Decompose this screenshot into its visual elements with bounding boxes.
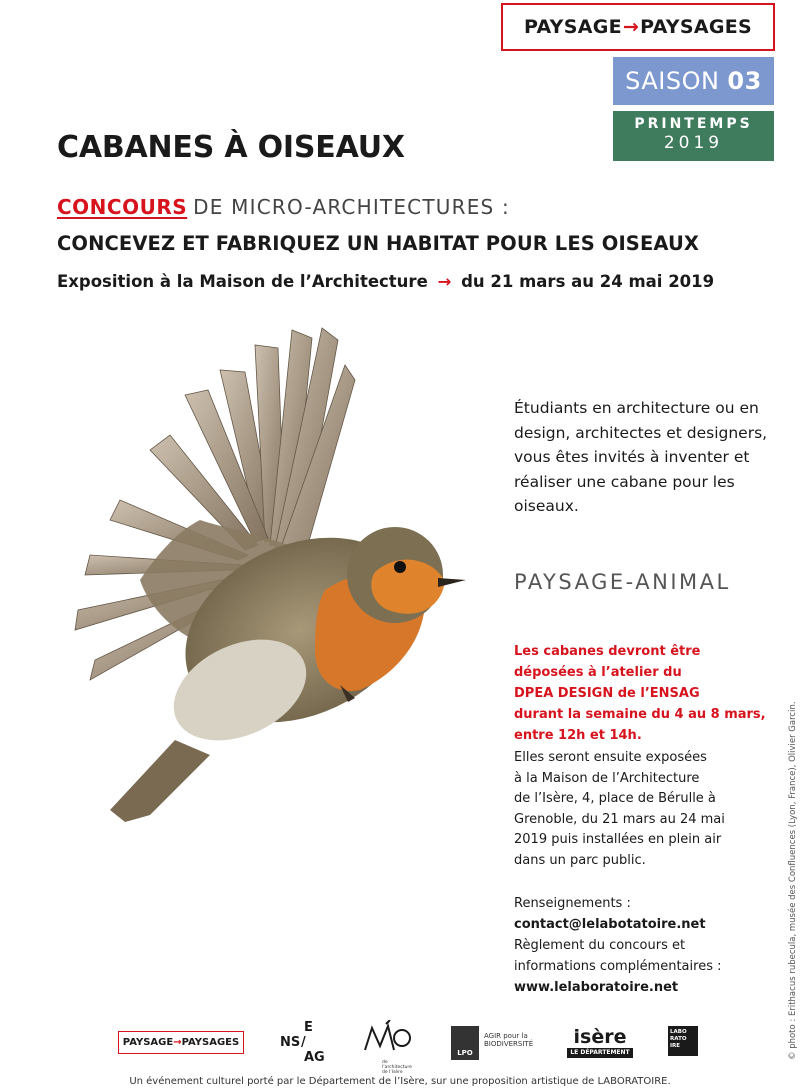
brand-logo-header bbox=[501, 3, 775, 51]
isere-sub: LE DÉPARTEMENT bbox=[567, 1048, 633, 1058]
website-link[interactable]: www.lelaboratoire.net bbox=[514, 980, 679, 995]
page-title: CABANES À OISEAUX bbox=[57, 130, 405, 165]
brand-right: PAYSAGES bbox=[640, 16, 752, 38]
deposit-line: Les cabanes devront être bbox=[514, 644, 701, 659]
exposition-place: Exposition à la Maison de l’Architecture bbox=[57, 272, 428, 291]
lpo-text: AGIR pour la BIODIVERSITÉ bbox=[484, 1032, 534, 1048]
arrow-right-icon: → bbox=[622, 16, 640, 38]
intro-text: Étudiants en architecture ou en design, architectes et designers, vous êtes invités à inventer et réaliser une cabane pour les oiseaux. bbox=[514, 399, 768, 515]
isere-word: isère bbox=[573, 1026, 627, 1048]
robin-bird-image bbox=[70, 310, 470, 830]
spring-badge bbox=[613, 111, 774, 161]
concours-line bbox=[57, 195, 510, 219]
concours-highlight: CONCOURS bbox=[57, 195, 188, 219]
deposit-info bbox=[514, 641, 774, 746]
arrow-right-icon: → bbox=[173, 1037, 182, 1048]
ensag-e: E bbox=[304, 1020, 313, 1035]
exposition-dates: du 21 mars au 24 mai 2019 bbox=[461, 272, 715, 291]
exhibit-line: 2019 puis installées en plein air bbox=[514, 832, 722, 847]
maison-architecture-logo bbox=[360, 1020, 418, 1075]
partner-logos bbox=[0, 1018, 800, 1075]
paysage-logo bbox=[118, 1031, 244, 1054]
ma-mark-icon bbox=[360, 1020, 418, 1056]
rules-line: informations complémentaires : bbox=[514, 959, 722, 974]
lpo-mark: LPO bbox=[451, 1026, 479, 1060]
exhibition-info bbox=[514, 748, 774, 871]
spring-label: PRINTEMPS bbox=[634, 116, 753, 132]
logo-brand-left: PAYSAGE bbox=[122, 1037, 174, 1048]
theme-label: PAYSAGE-ANIMAL bbox=[514, 570, 731, 594]
deposit-line: déposées à l’atelier du bbox=[514, 665, 682, 680]
rules-line: Règlement du concours et bbox=[514, 938, 686, 953]
concours-rest: DE MICRO-ARCHITECTURES : bbox=[193, 195, 510, 219]
ensag-slash: / bbox=[301, 1035, 306, 1050]
footer-text: Un événement culturel porté par le Département de l’Isère, sur une proposition artistique de LABORATOIRE. bbox=[129, 1076, 671, 1087]
beak bbox=[438, 578, 466, 587]
ensag-logo bbox=[280, 1020, 330, 1066]
photo-credit: © photo : Erithacus rubecula, musée des Confluences (Lyon, France), Olivier Garcin. bbox=[788, 701, 798, 1060]
exhibit-line: Grenoble, du 21 mars au 24 mai bbox=[514, 811, 725, 827]
bird-eye bbox=[394, 561, 406, 573]
season-label: SAISON bbox=[625, 67, 720, 95]
exhibit-line: à la Maison de l’Architecture bbox=[514, 770, 700, 786]
exhibit-line: Elles seront ensuite exposées bbox=[514, 750, 707, 765]
subtitle: CONCEVEZ ET FABRIQUEZ UN HABITAT POUR LES OISEAUX bbox=[57, 232, 700, 255]
exhibit-line: de l’Isère, 4, place de Bérulle à bbox=[514, 791, 716, 806]
exposition-line bbox=[57, 272, 714, 291]
ma-caption: de l’architecture de l’Isère bbox=[382, 1060, 412, 1075]
spring-year: 2019 bbox=[663, 133, 724, 153]
laboratoire-logo: LABO RATO IRE bbox=[668, 1026, 698, 1056]
lpo-logo bbox=[451, 1026, 541, 1060]
contact-info bbox=[514, 893, 784, 998]
ensag-ns: NS bbox=[280, 1035, 301, 1050]
ensag-ag: AG bbox=[304, 1050, 325, 1065]
deposit-line: entre 12h et 14h. bbox=[514, 728, 642, 743]
arrow-right-icon: → bbox=[437, 272, 452, 291]
deposit-line: durant la semaine du 4 au 8 mars, bbox=[514, 707, 766, 722]
season-badge bbox=[613, 57, 774, 105]
logo-brand-right: PAYSAGES bbox=[181, 1037, 240, 1048]
deposit-line: DPEA DESIGN de l’ENSAG bbox=[514, 686, 700, 701]
brand-left: PAYSAGE bbox=[524, 16, 622, 38]
tail bbox=[110, 740, 210, 822]
contact-email-link[interactable]: contact@lelabotatoire.net bbox=[514, 917, 706, 932]
exhibit-line: dans un parc public. bbox=[514, 852, 646, 868]
contact-label: Renseignements : bbox=[514, 896, 631, 911]
season-number: 03 bbox=[727, 67, 762, 95]
isere-logo bbox=[567, 1026, 633, 1060]
